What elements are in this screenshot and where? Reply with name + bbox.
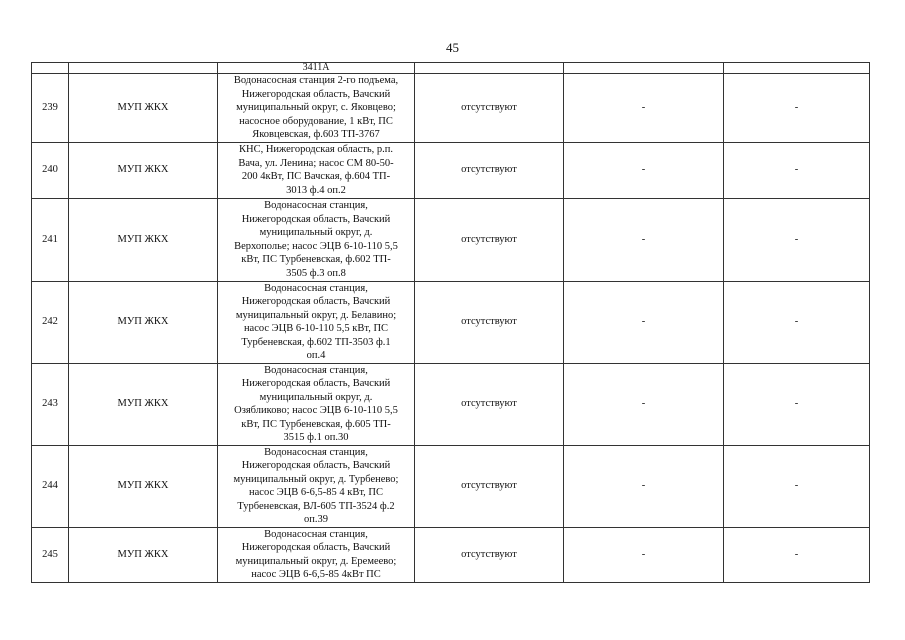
description-line: Водонасосная станция, bbox=[264, 446, 368, 458]
description-line: Водонасосная станция, bbox=[264, 282, 368, 294]
dash-cell: - bbox=[724, 198, 870, 281]
dash-cell: - bbox=[564, 142, 724, 198]
description-line: насос ЭЦВ 6-6,5-85 4 кВт, ПС bbox=[249, 487, 383, 498]
row-number: 245 bbox=[32, 527, 69, 582]
organization: МУП ЖКХ bbox=[69, 527, 218, 582]
continuation-text: 3411А bbox=[218, 63, 415, 74]
description-line: Нижегородская область, Вачский bbox=[241, 542, 391, 553]
description-line: Озябликово; насос ЭЦВ 6-10-110 5,5 bbox=[234, 405, 398, 416]
dash-cell: - bbox=[564, 445, 724, 527]
table-row bbox=[32, 281, 870, 363]
description-line: насос ЭЦВ 6-6,5-85 4кВт ПС bbox=[251, 569, 381, 580]
cell-empty bbox=[724, 63, 870, 74]
dash-cell: - bbox=[564, 281, 724, 363]
object-description bbox=[218, 527, 415, 582]
status-cell: отсутствуют bbox=[415, 445, 564, 527]
object-description bbox=[218, 363, 415, 445]
dash-cell: - bbox=[564, 74, 724, 143]
description-line: муниципальный округ, с. Яковцево; bbox=[236, 102, 396, 113]
dash-cell: - bbox=[564, 363, 724, 445]
organization: МУП ЖКХ bbox=[69, 363, 218, 445]
organization: МУП ЖКХ bbox=[69, 74, 218, 143]
table-row bbox=[32, 74, 870, 143]
row-number: 243 bbox=[32, 363, 69, 445]
data-table bbox=[31, 62, 870, 583]
description-line: Турбеневская, ВЛ-605 ТП-3524 ф.2 bbox=[237, 500, 395, 512]
dash-cell: - bbox=[724, 527, 870, 582]
object-description bbox=[218, 74, 415, 143]
description-line: муниципальный округ, д. Белавино; bbox=[235, 309, 397, 321]
row-number: 241 bbox=[32, 198, 69, 281]
description-line: Нижегородская область, Вачский bbox=[241, 88, 391, 100]
description-line: 3515 ф.1 оп.30 bbox=[283, 432, 349, 443]
object-description bbox=[218, 445, 415, 527]
dash-cell: - bbox=[564, 527, 724, 582]
dash-cell: - bbox=[564, 198, 724, 281]
description-line: 3505 ф.3 оп.8 bbox=[286, 267, 346, 279]
description-line: Водонасосная станция, bbox=[264, 200, 368, 211]
description-line: Водонасосная станция 2-го подъема, bbox=[233, 75, 399, 86]
description-line: Верхополье; насос ЭЦВ 6-10-110 5,5 bbox=[234, 240, 398, 252]
cell-empty bbox=[32, 63, 69, 74]
status-cell: отсутствуют bbox=[415, 363, 564, 445]
organization: МУП ЖКХ bbox=[69, 198, 218, 281]
description-line: Яковцевская, ф.603 ТП-3767 bbox=[252, 129, 380, 140]
cell-empty bbox=[564, 63, 724, 74]
row-number: 242 bbox=[32, 281, 69, 363]
description-line: кВт, ПС Турбеневская, ф.605 ТП- bbox=[241, 418, 391, 430]
organization: МУП ЖКХ bbox=[69, 445, 218, 527]
cell-empty bbox=[69, 63, 218, 74]
status-cell: отсутствуют bbox=[415, 74, 564, 143]
dash-cell: - bbox=[724, 142, 870, 198]
description-line: КНС, Нижегородская область, р.п. bbox=[238, 144, 393, 155]
description-line: Нижегородская область, Вачский bbox=[241, 213, 391, 225]
description-line: Нижегородская область, Вачский bbox=[241, 460, 391, 471]
table-row bbox=[32, 363, 870, 445]
description-line: 3013 ф.4 оп.2 bbox=[286, 184, 346, 196]
description-line: насос ЭЦВ 6-10-110 5,5 кВт, ПС bbox=[243, 323, 389, 334]
object-description bbox=[218, 142, 415, 198]
dash-cell: - bbox=[724, 445, 870, 527]
table-row bbox=[32, 198, 870, 281]
dash-cell: - bbox=[724, 74, 870, 143]
row-number: 244 bbox=[32, 445, 69, 527]
table-row bbox=[32, 142, 870, 198]
description-line: муниципальный округ, д. Турбенево; bbox=[233, 473, 399, 485]
status-cell: отсутствуют bbox=[415, 281, 564, 363]
table-row bbox=[32, 527, 870, 582]
description-line: оп.39 bbox=[304, 514, 328, 525]
table-row bbox=[32, 445, 870, 527]
description-line: Вача, ул. Ленина; насос СМ 80-50- bbox=[238, 157, 394, 169]
page-number: 45 bbox=[446, 40, 459, 55]
description-line: Нижегородская область, Вачский bbox=[241, 296, 391, 307]
status-cell: отсутствуют bbox=[415, 142, 564, 198]
description-line: Турбеневская, ф.602 ТП-3503 ф.1 bbox=[241, 336, 391, 348]
row-number: 239 bbox=[32, 74, 69, 143]
dash-cell: - bbox=[724, 363, 870, 445]
organization: МУП ЖКХ bbox=[69, 142, 218, 198]
description-line: муниципальный округ, д. bbox=[259, 227, 373, 238]
object-description bbox=[218, 198, 415, 281]
description-line: муниципальный округ, д. bbox=[259, 391, 373, 403]
description-line: Нижегородская область, Вачский bbox=[241, 378, 391, 389]
description-line: 200 4кВт, ПС Вачская, ф.604 ТП- bbox=[241, 171, 391, 182]
description-line: оп.4 bbox=[306, 350, 326, 361]
organization: МУП ЖКХ bbox=[69, 281, 218, 363]
description-line: Водонасосная станция, bbox=[264, 528, 368, 540]
cell-empty bbox=[415, 63, 564, 74]
description-line: муниципальный округ, д. Еремеево; bbox=[235, 555, 397, 567]
row-number: 240 bbox=[32, 142, 69, 198]
description-line: насосное оборудование, 1 кВт, ПС bbox=[239, 115, 393, 127]
continuation-row bbox=[32, 63, 870, 74]
dash-cell: - bbox=[724, 281, 870, 363]
description-line: Водонасосная станция, bbox=[264, 364, 368, 376]
status-cell: отсутствуют bbox=[415, 198, 564, 281]
object-description bbox=[218, 281, 415, 363]
status-cell: отсутствуют bbox=[415, 527, 564, 582]
description-line: кВт, ПС Турбеневская, ф.602 ТП- bbox=[241, 254, 391, 265]
